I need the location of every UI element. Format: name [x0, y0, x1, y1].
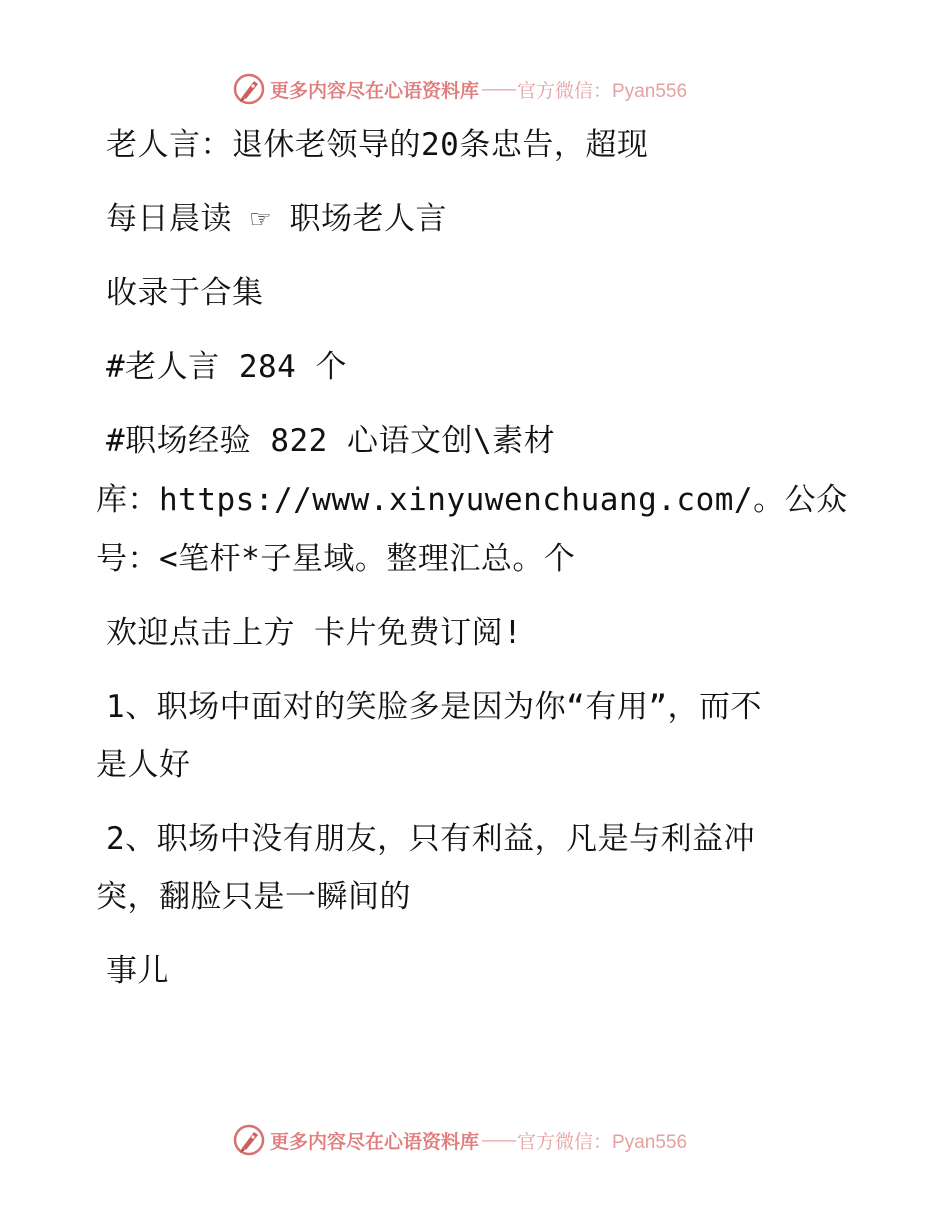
banner-site-text: 更多内容尽在心语资料库 — [270, 79, 480, 102]
tag-workplace-experience: #职场经验 822 心语文创\素材 — [106, 423, 556, 459]
column-label: 每日晨读 ☞ 职场老人言 — [106, 201, 447, 237]
banner-wechat-text: 官方微信：Pyan556 — [517, 1131, 688, 1153]
banner-dash: —— — [481, 78, 516, 100]
item-1-line-2: 是人好 — [96, 747, 191, 783]
item-2-line-3: 事儿 — [106, 953, 169, 989]
fountain-pen-logo-icon — [232, 72, 266, 106]
item-2-line-1: 2、职场中没有朋友，只有利益，凡是与利益冲 — [106, 821, 756, 857]
fountain-pen-logo-icon — [232, 1123, 266, 1157]
tag-old-sayings: #老人言 284 个 — [106, 349, 347, 385]
article-title: 老人言：退休老领导的20条忠告，超现 — [106, 127, 649, 163]
source-line-2: 号：<笔杆*子星域。整理汇总。个 — [96, 541, 576, 577]
subscribe-prompt: 欢迎点击上方 卡片免费订阅! — [106, 615, 523, 651]
header-watermark-banner — [232, 71, 687, 107]
item-1-line-1: 1、职场中面对的笑脸多是因为你“有用”，而不 — [106, 689, 762, 725]
source-line-1: 库：https://www.xinyuwenchuang.com/。公众 — [96, 482, 848, 518]
footer-watermark-banner — [232, 1122, 687, 1158]
banner-wechat-text: 官方微信：Pyan556 — [517, 80, 688, 102]
banner-dash: —— — [481, 1129, 516, 1151]
banner-site-text: 更多内容尽在心语资料库 — [270, 1130, 480, 1153]
collection-label: 收录于合集 — [106, 275, 264, 311]
item-2-line-2: 突，翻脸只是一瞬间的 — [96, 879, 411, 915]
